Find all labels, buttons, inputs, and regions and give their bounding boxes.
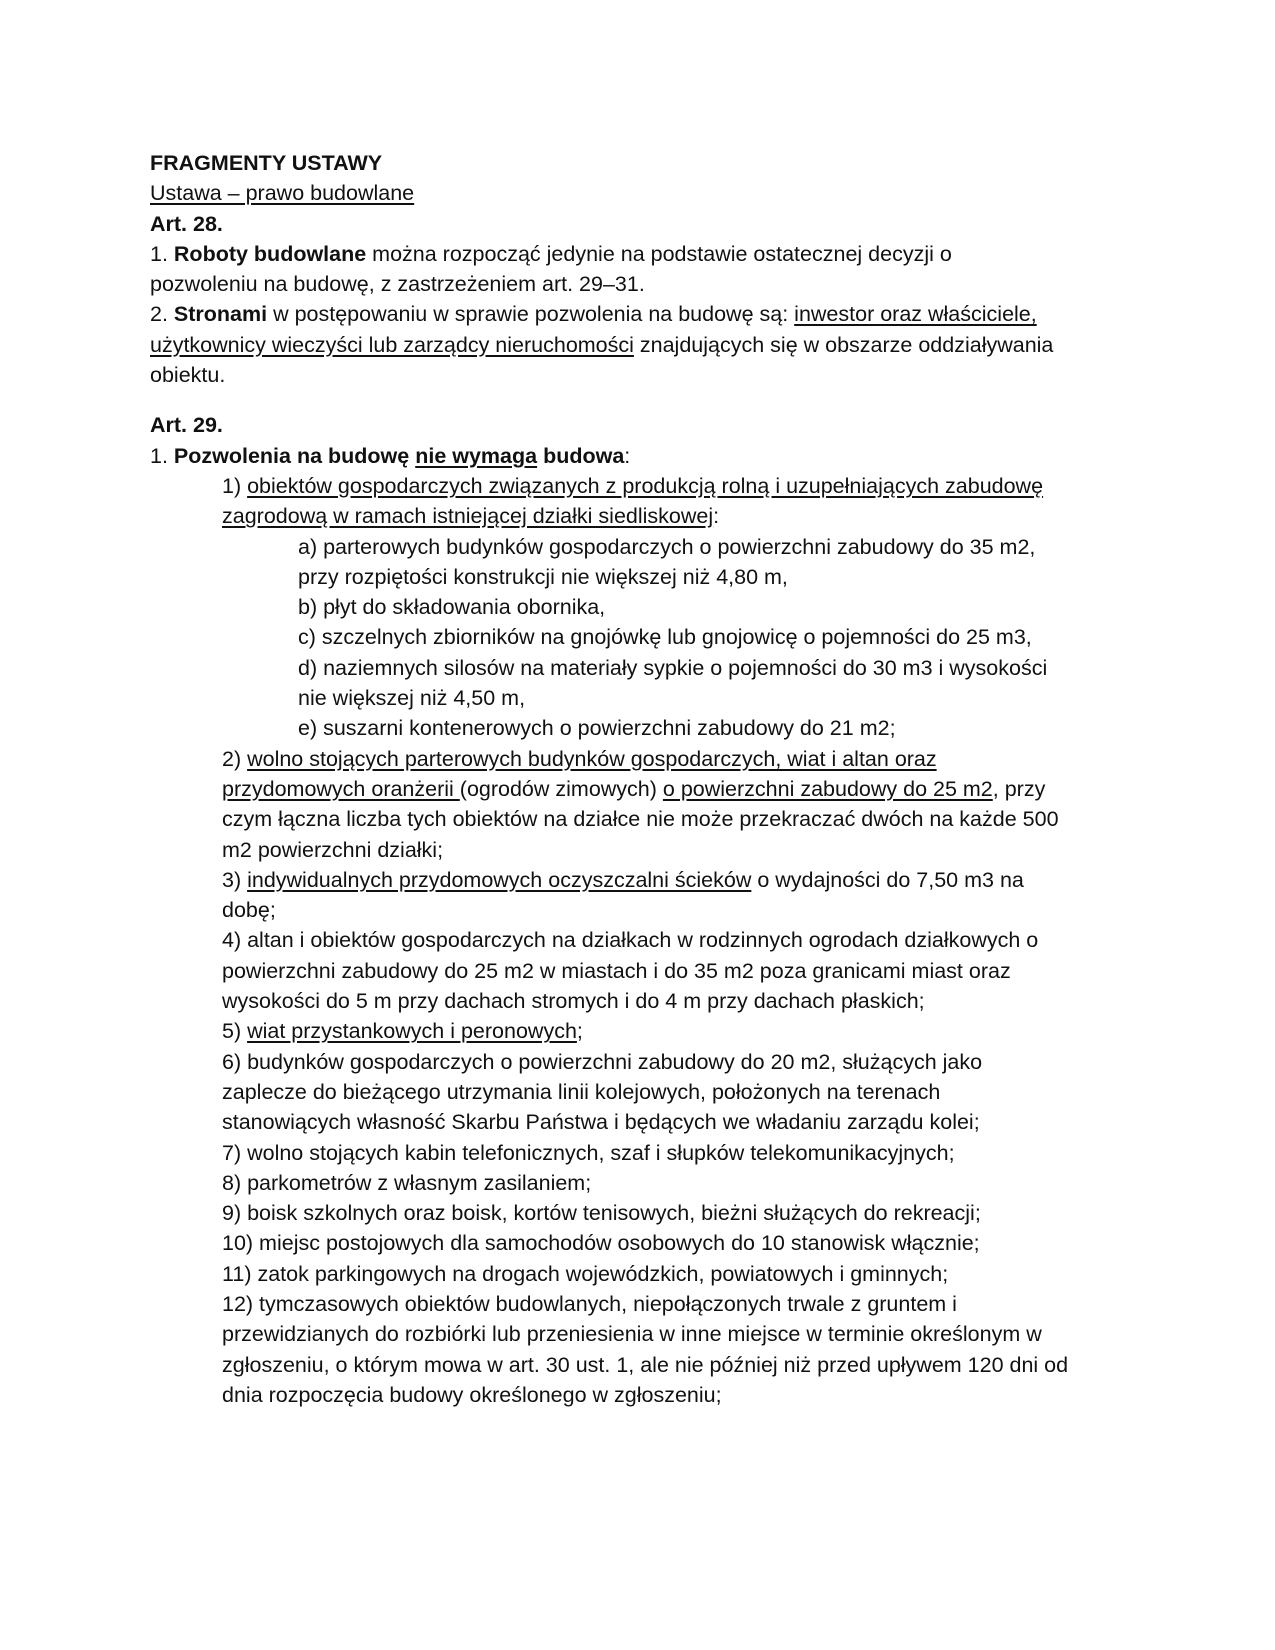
document-subtitle: Ustawa – prawo budowlane [150,181,415,206]
item6-line: stanowiących własność Skarbu Państwa i będących we władaniu zarządu kolei; [222,1110,980,1135]
art29-p1-colon: : [624,443,631,468]
sub-item-line: nie większej niż 4,50 m, [298,686,526,711]
item3-rest: o wydajności do 7,50 m3 na [751,867,1024,892]
item2-underlined2b: o powierzchni zabudowy do 25 m2 [662,776,993,801]
sub-item-line: przy rozpiętości konstrukcji nie większej niż 4,80 m, [298,564,788,589]
art28-p1-num: 1. [150,241,174,266]
item2-end: , przy [992,776,1046,801]
item10-line: 10) miejsc postojowych dla samochodów osobowych do 10 stanowisk włącznie; [222,1231,980,1256]
sub-item-line: b) płyt do składowania obornika, [298,595,606,620]
item6-line: zaplecze do bieżącego utrzymania linii kolejowych, położonych na terenach [222,1079,941,1104]
item1-line1 [150,471,1130,501]
art29-p1 [150,441,1130,471]
art29-p1-bold1: Pozwolenia na budowę [173,443,416,468]
item1-line2 [150,501,1130,531]
item12-line: zgłoszeniu, o którym mowa w art. 30 ust. 1, ale nie później niż przed upływem 120 dni od [222,1352,1069,1377]
art28-p2-num: 2. [150,302,174,327]
item4-line: powierzchni zabudowy do 25 m2 w miastach i do 35 m2 poza granicami miast oraz [222,958,1011,983]
item3-line2: dobę; [222,898,276,923]
item2-line3: czym łączna liczba tych obiektów na działce nie może przekraczać dwóch na każde 500 [222,807,1059,832]
item6-line: 6) budynków gospodarczych o powierzchni zabudowy do 20 m2, służących jako [222,1049,983,1074]
art28-p1-line1 [150,239,1130,269]
item4-line: wysokości do 5 m przy dachach stromych i do 4 m przy dachach płaskich; [222,989,925,1014]
art29-p1-bold2: budowa [537,443,625,468]
item7-line: 7) wolno stojących kabin telefonicznych, szaf i słupków telekomunikacyjnych; [222,1140,955,1165]
art28-p1-rest: można rozpocząć jedynie na podstawie ostatecznej decyzji o [366,241,952,266]
art28-p1-bold: Roboty budowlane [173,241,367,266]
item12-line: przewidzianych do rozbiórki lub przeniesienia w inne miejsce w terminie określonym w [222,1322,1042,1347]
art28-heading: Art. 28. [150,211,223,236]
document-title: FRAGMENTY USTAWY [150,151,383,175]
document-page [150,148,1130,1410]
item5-line [150,1016,1130,1046]
item2-text: (ogrodów zimowych) [459,776,663,801]
item9-line: 9) boisk szkolnych oraz boisk, kortów tenisowych, bieżni służących do rekreacji; [222,1201,981,1226]
item8-line: 8) parkometrów z własnym zasilaniem; [222,1170,592,1195]
item5-underlined: wiat przystankowych i peronowych [247,1019,577,1044]
item3-line1 [150,865,1130,895]
item3-num: 3) [222,867,248,892]
item3-underlined: indywidualnych przydomowych oczyszczalni ścieków [247,867,752,892]
item2-num: 2) [222,746,248,771]
art28-p2-underlined1: inwestor oraz właściciele, [794,302,1037,327]
art28-p2-line2 [150,330,1130,360]
item2-line4: m2 powierzchni działki; [222,837,444,862]
item1-underlined1: obiektów gospodarczych związanych z produkcją rolną i uzupełniających zabudowę [247,473,1044,498]
item2-underlined1: wolno stojących parterowych budynków gospodarczych, wiat i altan oraz [247,746,937,771]
item1-underlined2: zagrodową w ramach istniejącej działki siedliskowej [222,504,714,529]
item5-num: 5) [222,1019,248,1044]
item2-line2 [150,774,1130,804]
art29-p1-num: 1. [150,443,174,468]
art29-heading: Art. 29. [150,413,223,438]
sub-item-line: e) suszarni kontenerowych o powierzchni zabudowy do 21 m2; [298,716,896,741]
item2-line1 [150,744,1130,774]
art28-p2-line3: obiektu. [150,363,226,388]
item11-line: 11) zatok parkingowych na drogach wojewódzkich, powiatowych i gminnych; [222,1261,949,1286]
item12-line: dnia rozpoczęcia budowy określonego w zgłoszeniu; [222,1382,722,1407]
item5-after: ; [576,1019,583,1044]
art28-p1-line2: pozwoleniu na budowę, z zastrzeżeniem art. 29–31. [150,272,645,297]
item1-num: 1) [222,473,248,498]
item1-after: : [713,504,720,529]
item2-underlined2a: przydomowych oranżerii [222,776,460,801]
art28-p2-bold: Stronami [173,302,268,327]
item4-line: 4) altan i obiektów gospodarczych na działkach w rodzinnych ogrodach działkowych o [222,928,1039,953]
sub-item-line: d) naziemnych silosów na materiały sypkie o pojemności do 30 m3 i wysokości [298,655,1048,680]
art28-p2-text: w postępowaniu w sprawie pozwolenia na budowę są: [267,302,795,327]
sub-item-line: c) szczelnych zbiorników na gnojówkę lub gnojowicę o pojemności do 25 m3, [298,625,1032,650]
art28-p2-line1 [150,299,1130,329]
art28-p2-text2: znajdujących się w obszarze oddziaływania [633,332,1054,357]
section-gap [150,390,1130,410]
sub-item-line: a) parterowych budynków gospodarczych o powierzchni zabudowy do 35 m2, [298,534,1036,559]
item12-line: 12) tymczasowych obiektów budowlanych, niepołączonych trwale z gruntem i [222,1291,957,1316]
art28-p2-underlined2: użytkownicy wieczyści lub zarządcy nieruchomości [150,332,634,357]
art29-p1-bold-underlined: nie wymaga [415,443,538,468]
